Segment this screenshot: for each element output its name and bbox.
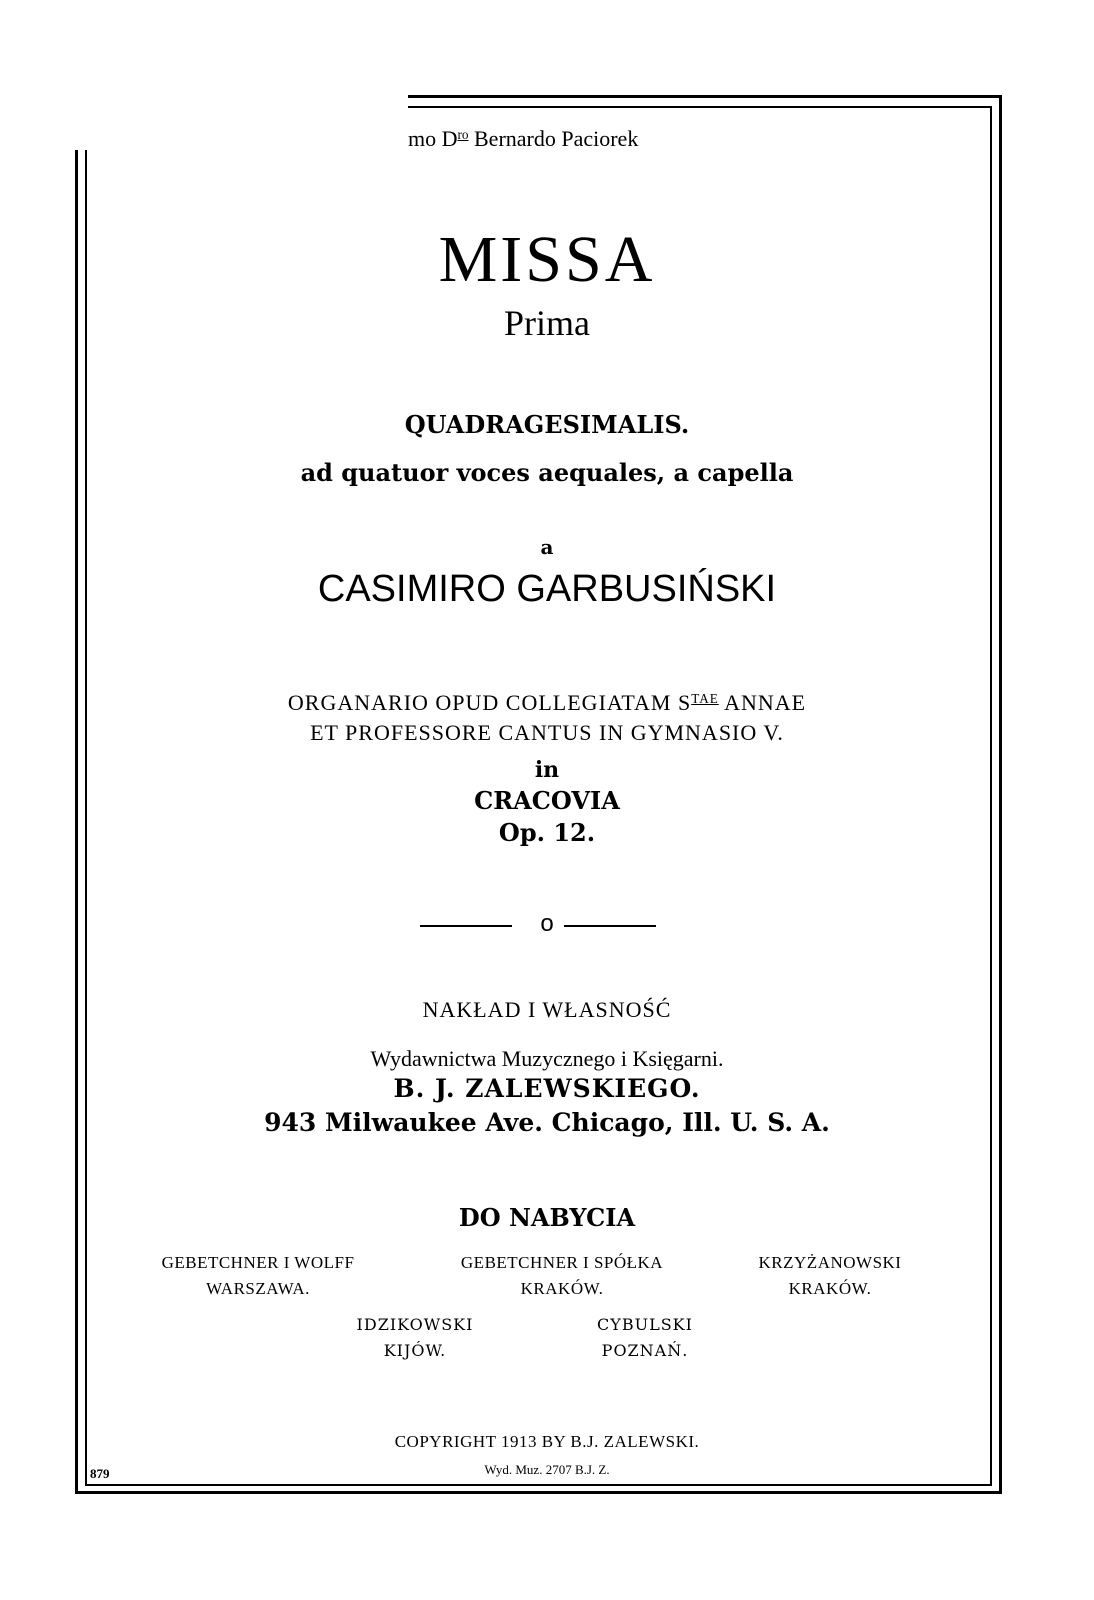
opus-number: Op. 12. <box>498 818 596 847</box>
publisher-name: B. J. ZALEWSKIEGO. <box>393 1074 701 1103</box>
ornament-rule-right <box>564 925 656 927</box>
author-name: CASIMIRO GARBUSIŃSKI <box>317 568 777 610</box>
position-line2: ET PROFESSORE CANTUS IN GYMNASIO V. <box>310 720 784 745</box>
seller-krzyzanowski <box>730 1250 930 1302</box>
subtitle-quadragesimalis: QUADRAGESIMALIS. <box>404 410 690 439</box>
seller-gebetchner-wolff <box>122 1250 394 1302</box>
title-sub: Prima <box>504 303 590 343</box>
frame-top-inner <box>408 106 992 108</box>
seller-city: KRAKÓW. <box>520 1279 604 1298</box>
seller-gebetchner-spolka <box>420 1250 704 1302</box>
copyright: COPYRIGHT 1913 BY B.J. ZALEWSKI. <box>394 1432 700 1451</box>
seller-city: WARSZAWA. <box>206 1279 310 1298</box>
frame-top-outer <box>408 95 1002 98</box>
subtitle-voices: ad quatuor voces aequales, a capella <box>300 458 794 487</box>
seller-cybulski <box>570 1312 720 1364</box>
publisher-address: 943 Milwaukee Ave. Chicago, Ill. U. S. A. <box>264 1108 830 1137</box>
ornament-circle: o <box>540 910 554 937</box>
dedication: mo $D^{ro}$ Bernardo Paciorek <box>408 126 639 151</box>
seller-name: IDZIKOWSKI <box>356 1315 474 1334</box>
frame-bottom-outer <box>75 1491 1002 1494</box>
seller-city: POZNAŃ. <box>601 1341 689 1360</box>
title-main: MISSA <box>438 223 656 296</box>
seller-name: CYBULSKI <box>597 1315 693 1334</box>
position-line1: ORGANARIO OPUD COLLEGIATAM $S^{TAE}$ ANNAE <box>287 690 807 715</box>
frame-bottom-inner <box>85 1484 992 1486</box>
position-in: in <box>534 757 560 783</box>
publisher-line1: Wydawnictwa Muzycznego i Księgarni. <box>370 1046 724 1071</box>
seller-name: GEBETCHNER I SPÓŁKA <box>460 1253 664 1272</box>
seller-name: GEBETCHNER I WOLFF <box>161 1253 355 1272</box>
seller-city: KRAKÓW. <box>788 1279 872 1298</box>
seller-name: KRZYŻANOWSKI <box>758 1253 902 1272</box>
author-by: a <box>540 535 554 559</box>
position-city: CRACOVIA <box>474 786 620 815</box>
publisher-heading: NAKŁAD I WŁASNOŚĆ <box>422 997 672 1022</box>
seller-city: KIJÓW. <box>383 1341 447 1360</box>
plate-number: Wyd. Muz. 2707 B.J. Z. <box>484 1462 610 1477</box>
availability-heading: DO NABYCIA <box>458 1203 636 1232</box>
page-number: 879 <box>90 1466 110 1481</box>
seller-idzikowski <box>340 1312 490 1364</box>
